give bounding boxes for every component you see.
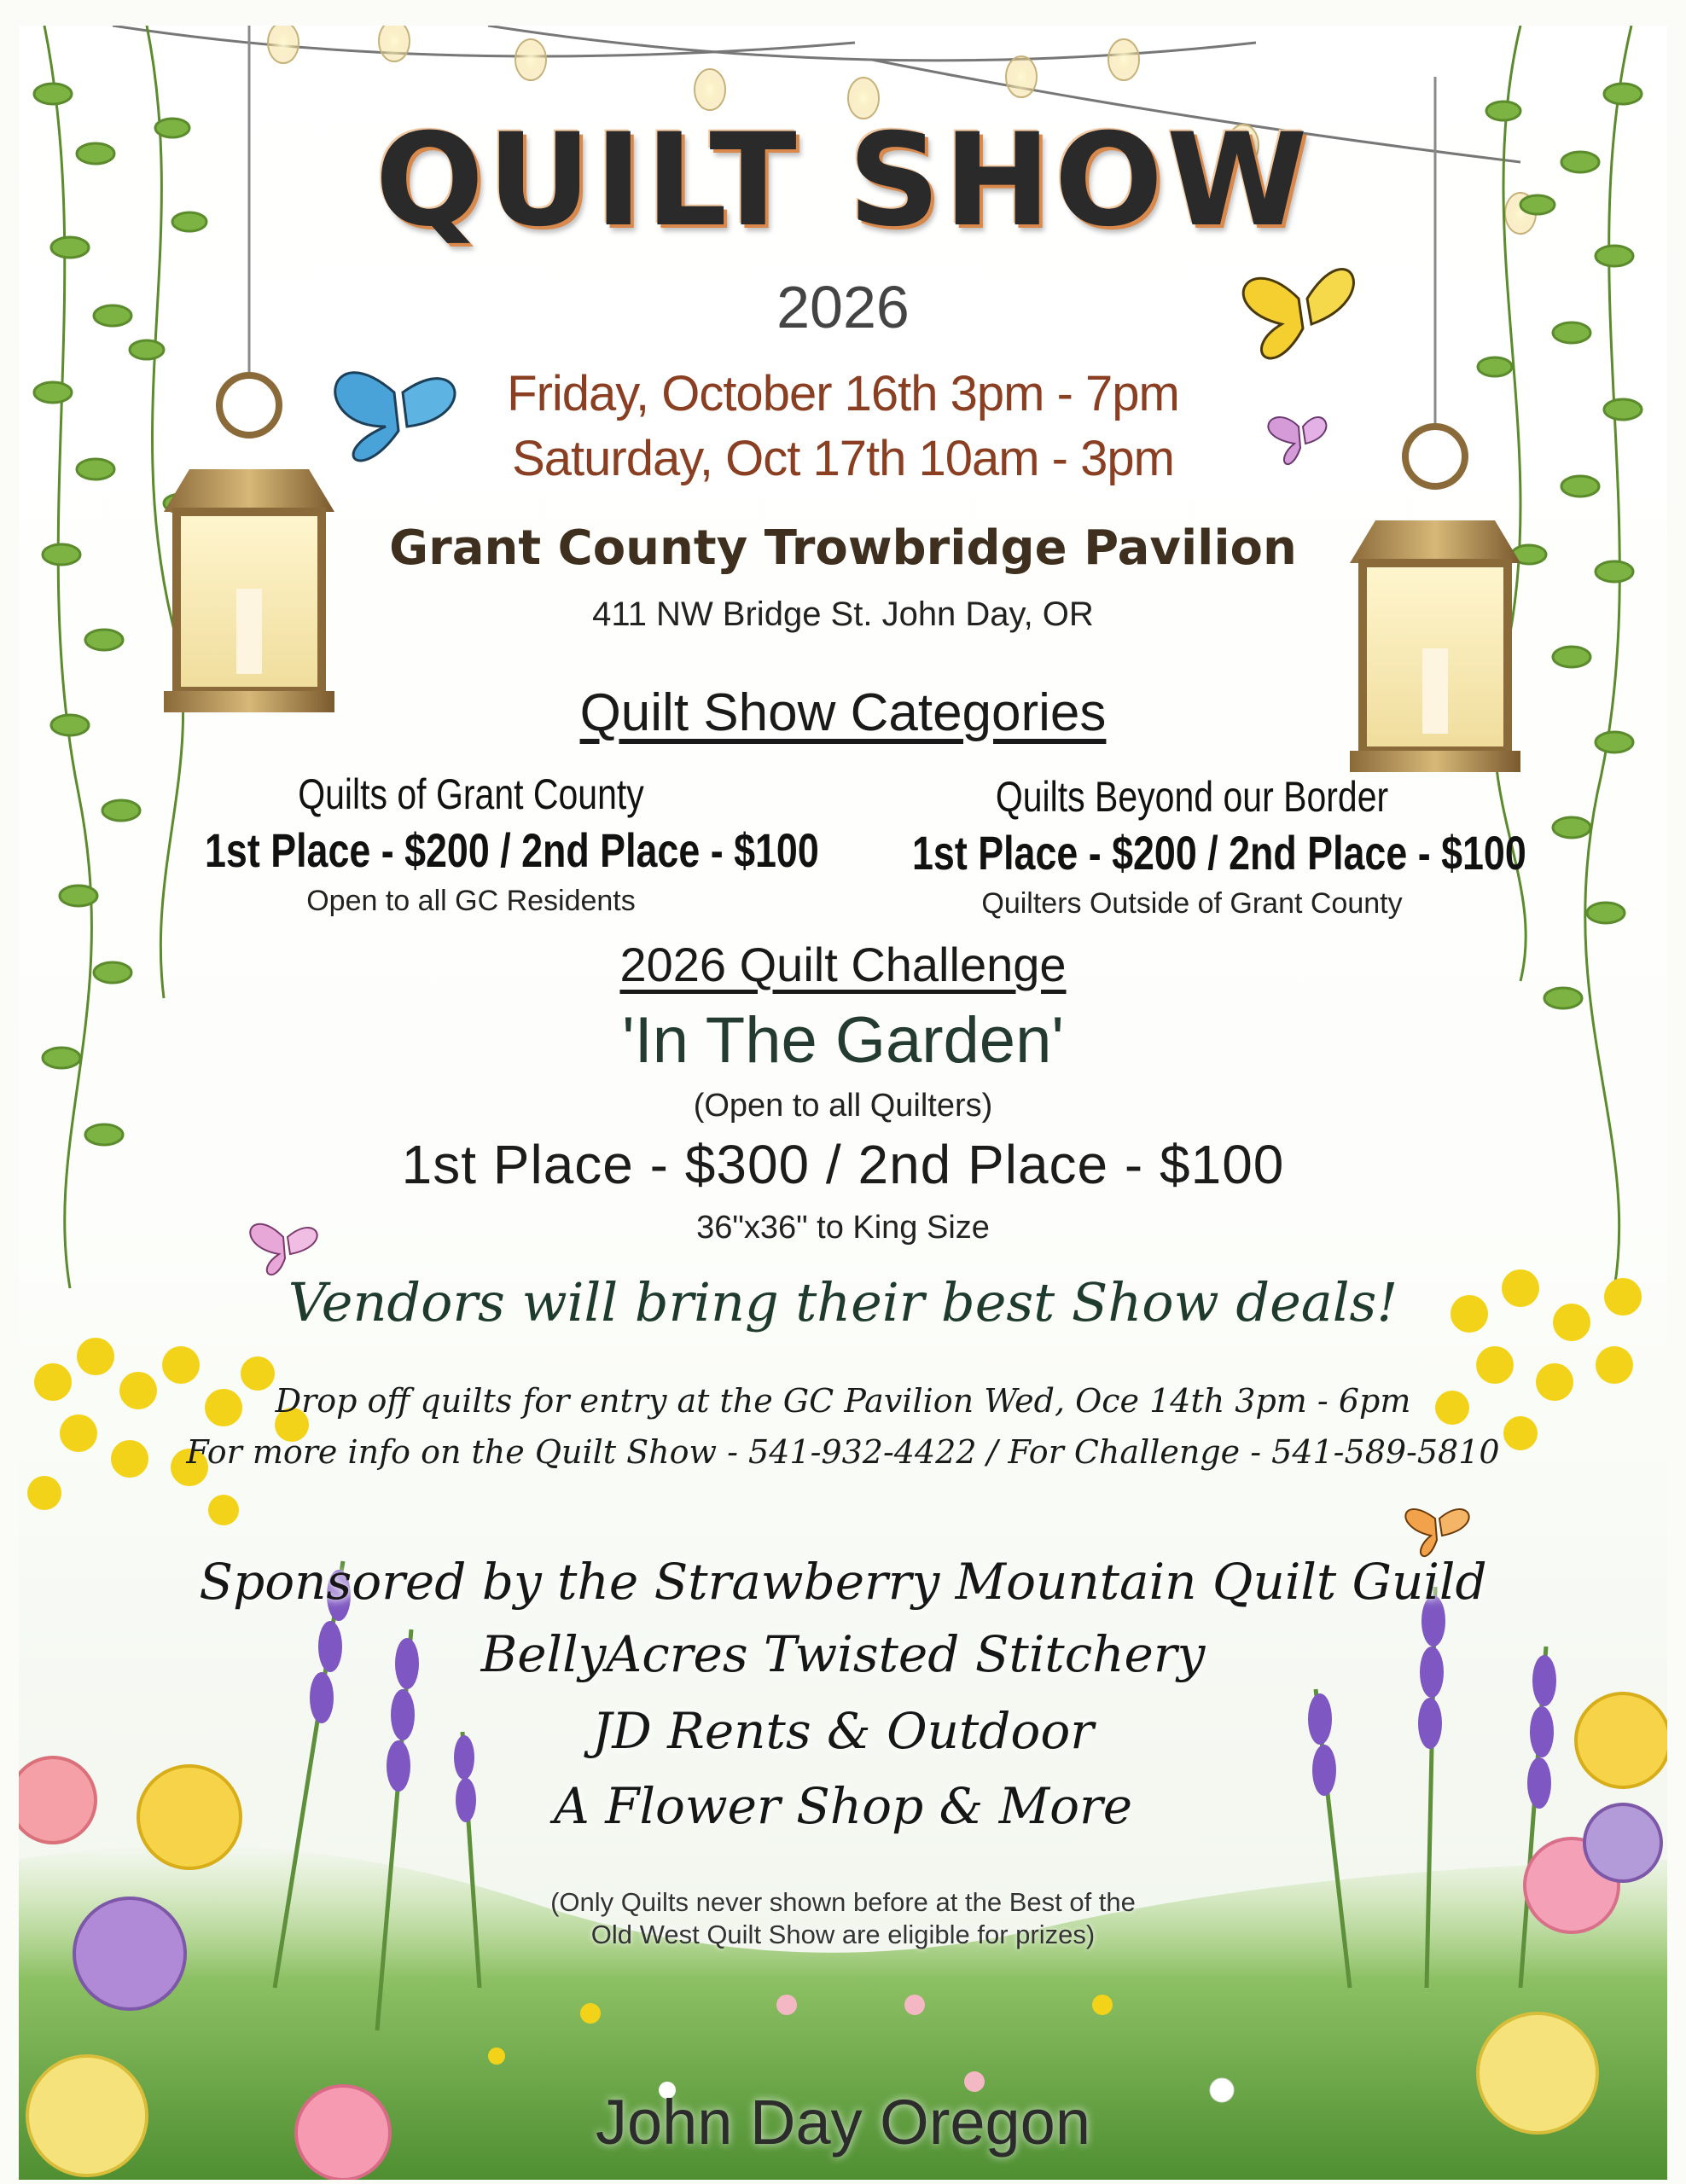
sponsor-line: A Flower Shop & More: [553, 1777, 1133, 1835]
category-grant-county: [138, 770, 819, 918]
challenge-theme: 'In The Garden': [622, 1004, 1064, 1077]
eligibility-note: (Only Quilts never shown before at the Best of the: [550, 1887, 1136, 1917]
dropoff-info: Drop off quilts for entry at the GC Pavilion Wed, Oce 14th 3pm - 6pm: [275, 1382, 1411, 1420]
category-beyond-border: [842, 772, 1542, 921]
butterfly-icon: [1405, 1509, 1468, 1556]
category-prizes: 1st Place - $200 / 2nd Place - $100: [205, 823, 819, 877]
sponsor-line: BellyAcres Twisted Stitchery: [480, 1625, 1206, 1683]
categories-heading: Quilt Show Categories: [579, 683, 1107, 742]
sponsor-line: Sponsored by the Strawberry Mountain Quilt Guild: [199, 1553, 1487, 1611]
vendors-line: Vendors will bring their best Show deals!: [288, 1271, 1398, 1333]
category-title: Quilts Beyond our Border: [995, 773, 1389, 821]
venue-address: 411 NW Bridge St. John Day, OR: [592, 595, 1094, 633]
challenge-prizes: 1st Place - $300 / 2nd Place - $100: [401, 1134, 1285, 1195]
event-year: 2026: [776, 274, 910, 340]
category-note: Open to all GC Residents: [306, 885, 636, 917]
footer-location: John Day Oregon: [595, 2087, 1090, 2158]
date-saturday: Saturday, Oct 17th 10am - 3pm: [512, 431, 1174, 486]
venue-name: Grant County Trowbridge Pavilion: [389, 520, 1297, 576]
challenge-heading: 2026 Quilt Challenge: [619, 938, 1067, 991]
sponsor-line: JD Rents & Outdoor: [591, 1702, 1094, 1760]
page-title: QUILT SHOW: [375, 107, 1311, 255]
contact-info: For more info on the Quilt Show - 541-932-4422 / For Challenge - 541-589-5810: [186, 1433, 1500, 1471]
challenge-eligibility: (Open to all Quilters): [693, 1088, 993, 1124]
date-friday: Friday, October 16th 3pm - 7pm: [507, 366, 1179, 421]
flyer: [19, 26, 1667, 2180]
category-title: Quilts of Grant County: [298, 770, 644, 818]
category-prizes: 1st Place - $200 / 2nd Place - $100: [912, 826, 1526, 880]
category-note: Quilters Outside of Grant County: [981, 887, 1403, 920]
challenge-size: 36"x36" to King Size: [696, 1210, 990, 1246]
eligibility-note: Old West Quilt Show are eligible for prizes): [590, 1920, 1096, 1949]
